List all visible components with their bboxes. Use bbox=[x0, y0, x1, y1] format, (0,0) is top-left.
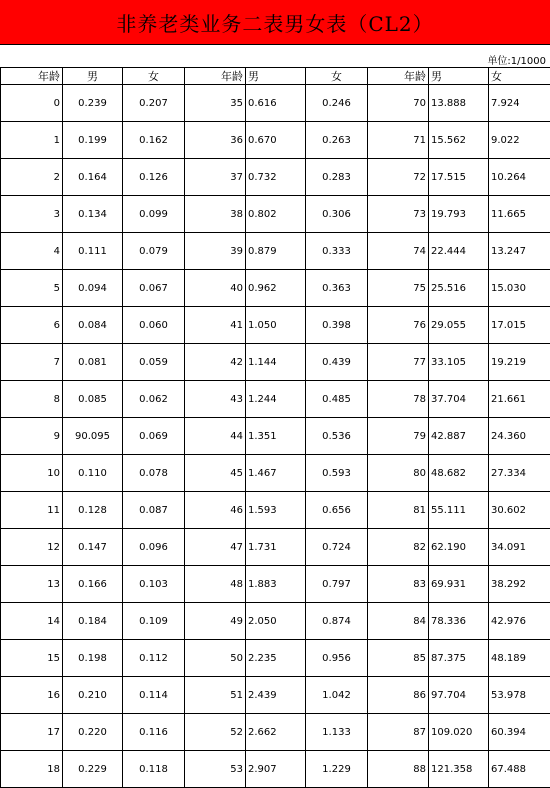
male-rate-cell: 0.147 bbox=[63, 529, 123, 566]
age-cell: 38 bbox=[185, 196, 246, 233]
table-row bbox=[1, 455, 550, 492]
female-rate-cell: 0.096 bbox=[123, 529, 185, 566]
table-row bbox=[1, 85, 550, 122]
male-rate-cell: 0.962 bbox=[246, 270, 306, 307]
male-rate-cell: 2.235 bbox=[246, 640, 306, 677]
age-cell: 81 bbox=[368, 492, 429, 529]
table-row bbox=[1, 529, 550, 566]
female-rate-cell: 17.015 bbox=[489, 307, 550, 344]
female-rate-cell: 48.189 bbox=[489, 640, 550, 677]
table-row bbox=[1, 159, 550, 196]
female-rate-cell: 0.874 bbox=[306, 603, 368, 640]
male-rate-cell: 0.199 bbox=[63, 122, 123, 159]
male-rate-cell: 109.020 bbox=[429, 714, 489, 751]
male-rate-cell: 78.336 bbox=[429, 603, 489, 640]
female-rate-cell: 0.283 bbox=[306, 159, 368, 196]
male-rate-cell: 90.095 bbox=[63, 418, 123, 455]
male-rate-cell: 0.239 bbox=[63, 85, 123, 122]
age-cell: 47 bbox=[185, 529, 246, 566]
female-rate-cell: 0.079 bbox=[123, 233, 185, 270]
age-cell: 37 bbox=[185, 159, 246, 196]
female-rate-cell: 0.060 bbox=[123, 307, 185, 344]
age-cell: 15 bbox=[1, 640, 63, 677]
age-cell: 76 bbox=[368, 307, 429, 344]
male-rate-cell: 19.793 bbox=[429, 196, 489, 233]
age-cell: 53 bbox=[185, 751, 246, 788]
female-rate-cell: 0.956 bbox=[306, 640, 368, 677]
age-cell: 4 bbox=[1, 233, 63, 270]
table-row bbox=[1, 603, 550, 640]
male-rate-cell: 1.050 bbox=[246, 307, 306, 344]
age-cell: 46 bbox=[185, 492, 246, 529]
male-rate-cell: 69.931 bbox=[429, 566, 489, 603]
male-rate-cell: 2.050 bbox=[246, 603, 306, 640]
male-rate-cell: 2.439 bbox=[246, 677, 306, 714]
female-rate-cell: 0.059 bbox=[123, 344, 185, 381]
female-rate-cell: 34.091 bbox=[489, 529, 550, 566]
age-cell: 5 bbox=[1, 270, 63, 307]
female-rate-cell: 0.306 bbox=[306, 196, 368, 233]
age-cell: 1 bbox=[1, 122, 63, 159]
header-age-1: 年龄 bbox=[1, 68, 63, 85]
age-cell: 45 bbox=[185, 455, 246, 492]
age-cell: 71 bbox=[368, 122, 429, 159]
female-rate-cell: 0.067 bbox=[123, 270, 185, 307]
header-male-3: 男 bbox=[429, 68, 489, 85]
male-rate-cell: 42.887 bbox=[429, 418, 489, 455]
male-rate-cell: 0.184 bbox=[63, 603, 123, 640]
male-rate-cell: 15.562 bbox=[429, 122, 489, 159]
age-cell: 9 bbox=[1, 418, 63, 455]
header-female-3: 女 bbox=[489, 68, 550, 85]
female-rate-cell: 11.665 bbox=[489, 196, 550, 233]
table-row bbox=[1, 344, 550, 381]
age-cell: 41 bbox=[185, 307, 246, 344]
header-male-2: 男 bbox=[246, 68, 306, 85]
male-rate-cell: 22.444 bbox=[429, 233, 489, 270]
male-rate-cell: 0.084 bbox=[63, 307, 123, 344]
age-cell: 80 bbox=[368, 455, 429, 492]
female-rate-cell: 10.264 bbox=[489, 159, 550, 196]
female-rate-cell: 1.133 bbox=[306, 714, 368, 751]
age-cell: 8 bbox=[1, 381, 63, 418]
age-cell: 3 bbox=[1, 196, 63, 233]
male-rate-cell: 1.144 bbox=[246, 344, 306, 381]
female-rate-cell: 1.042 bbox=[306, 677, 368, 714]
female-rate-cell: 0.112 bbox=[123, 640, 185, 677]
mortality-table bbox=[0, 67, 550, 788]
female-rate-cell: 0.363 bbox=[306, 270, 368, 307]
age-cell: 73 bbox=[368, 196, 429, 233]
age-cell: 74 bbox=[368, 233, 429, 270]
female-rate-cell: 0.485 bbox=[306, 381, 368, 418]
age-cell: 52 bbox=[185, 714, 246, 751]
header-age-3: 年龄 bbox=[368, 68, 429, 85]
age-cell: 86 bbox=[368, 677, 429, 714]
female-rate-cell: 9.022 bbox=[489, 122, 550, 159]
male-rate-cell: 25.516 bbox=[429, 270, 489, 307]
male-rate-cell: 1.883 bbox=[246, 566, 306, 603]
male-rate-cell: 0.229 bbox=[63, 751, 123, 788]
header-age-2: 年龄 bbox=[185, 68, 246, 85]
age-cell: 79 bbox=[368, 418, 429, 455]
table-row bbox=[1, 714, 550, 751]
age-cell: 50 bbox=[185, 640, 246, 677]
male-rate-cell: 48.682 bbox=[429, 455, 489, 492]
unit-label: 单位:1/1000 bbox=[487, 52, 546, 67]
age-cell: 0 bbox=[1, 85, 63, 122]
female-rate-cell: 0.207 bbox=[123, 85, 185, 122]
female-rate-cell: 21.661 bbox=[489, 381, 550, 418]
table-row bbox=[1, 566, 550, 603]
title-bar bbox=[0, 0, 550, 45]
male-rate-cell: 97.704 bbox=[429, 677, 489, 714]
female-rate-cell: 30.602 bbox=[489, 492, 550, 529]
male-rate-cell: 0.134 bbox=[63, 196, 123, 233]
page-title: 非养老类业务二表男女表（CL2） bbox=[116, 8, 433, 37]
age-cell: 7 bbox=[1, 344, 63, 381]
female-rate-cell: 7.924 bbox=[489, 85, 550, 122]
male-rate-cell: 0.670 bbox=[246, 122, 306, 159]
male-rate-cell: 0.164 bbox=[63, 159, 123, 196]
female-rate-cell: 19.219 bbox=[489, 344, 550, 381]
age-cell: 85 bbox=[368, 640, 429, 677]
female-rate-cell: 0.114 bbox=[123, 677, 185, 714]
table-row bbox=[1, 196, 550, 233]
male-rate-cell: 13.888 bbox=[429, 85, 489, 122]
male-rate-cell: 0.732 bbox=[246, 159, 306, 196]
male-rate-cell: 1.593 bbox=[246, 492, 306, 529]
male-rate-cell: 62.190 bbox=[429, 529, 489, 566]
female-rate-cell: 1.229 bbox=[306, 751, 368, 788]
table-row bbox=[1, 418, 550, 455]
male-rate-cell: 17.515 bbox=[429, 159, 489, 196]
male-rate-cell: 0.081 bbox=[63, 344, 123, 381]
header-female-2: 女 bbox=[306, 68, 368, 85]
female-rate-cell: 0.118 bbox=[123, 751, 185, 788]
age-cell: 35 bbox=[185, 85, 246, 122]
age-cell: 77 bbox=[368, 344, 429, 381]
age-cell: 18 bbox=[1, 751, 63, 788]
age-cell: 40 bbox=[185, 270, 246, 307]
female-rate-cell: 0.246 bbox=[306, 85, 368, 122]
male-rate-cell: 37.704 bbox=[429, 381, 489, 418]
age-cell: 14 bbox=[1, 603, 63, 640]
age-cell: 44 bbox=[185, 418, 246, 455]
table-row bbox=[1, 751, 550, 788]
female-rate-cell: 0.162 bbox=[123, 122, 185, 159]
age-cell: 48 bbox=[185, 566, 246, 603]
male-rate-cell: 55.111 bbox=[429, 492, 489, 529]
male-rate-cell: 0.128 bbox=[63, 492, 123, 529]
age-cell: 43 bbox=[185, 381, 246, 418]
male-rate-cell: 0.210 bbox=[63, 677, 123, 714]
male-rate-cell: 121.358 bbox=[429, 751, 489, 788]
female-rate-cell: 0.099 bbox=[123, 196, 185, 233]
male-rate-cell: 0.802 bbox=[246, 196, 306, 233]
age-cell: 2 bbox=[1, 159, 63, 196]
male-rate-cell: 33.105 bbox=[429, 344, 489, 381]
age-cell: 49 bbox=[185, 603, 246, 640]
male-rate-cell: 0.111 bbox=[63, 233, 123, 270]
table-row bbox=[1, 307, 550, 344]
male-rate-cell: 1.467 bbox=[246, 455, 306, 492]
female-rate-cell: 0.724 bbox=[306, 529, 368, 566]
male-rate-cell: 0.085 bbox=[63, 381, 123, 418]
female-rate-cell: 42.976 bbox=[489, 603, 550, 640]
table-row bbox=[1, 381, 550, 418]
male-rate-cell: 0.616 bbox=[246, 85, 306, 122]
female-rate-cell: 0.116 bbox=[123, 714, 185, 751]
female-rate-cell: 27.334 bbox=[489, 455, 550, 492]
age-cell: 87 bbox=[368, 714, 429, 751]
age-cell: 39 bbox=[185, 233, 246, 270]
female-rate-cell: 67.488 bbox=[489, 751, 550, 788]
age-cell: 16 bbox=[1, 677, 63, 714]
male-rate-cell: 87.375 bbox=[429, 640, 489, 677]
female-rate-cell: 53.978 bbox=[489, 677, 550, 714]
male-rate-cell: 0.879 bbox=[246, 233, 306, 270]
female-rate-cell: 0.263 bbox=[306, 122, 368, 159]
female-rate-cell: 0.103 bbox=[123, 566, 185, 603]
age-cell: 42 bbox=[185, 344, 246, 381]
female-rate-cell: 13.247 bbox=[489, 233, 550, 270]
male-rate-cell: 1.244 bbox=[246, 381, 306, 418]
header-female-1: 女 bbox=[123, 68, 185, 85]
age-cell: 10 bbox=[1, 455, 63, 492]
male-rate-cell: 29.055 bbox=[429, 307, 489, 344]
age-cell: 83 bbox=[368, 566, 429, 603]
male-rate-cell: 0.110 bbox=[63, 455, 123, 492]
male-rate-cell: 0.094 bbox=[63, 270, 123, 307]
age-cell: 84 bbox=[368, 603, 429, 640]
female-rate-cell: 0.109 bbox=[123, 603, 185, 640]
male-rate-cell: 0.198 bbox=[63, 640, 123, 677]
age-cell: 72 bbox=[368, 159, 429, 196]
table-row bbox=[1, 492, 550, 529]
table-row bbox=[1, 122, 550, 159]
age-cell: 17 bbox=[1, 714, 63, 751]
header-row bbox=[1, 68, 550, 85]
male-rate-cell: 0.220 bbox=[63, 714, 123, 751]
female-rate-cell: 0.439 bbox=[306, 344, 368, 381]
age-cell: 12 bbox=[1, 529, 63, 566]
female-rate-cell: 24.360 bbox=[489, 418, 550, 455]
table-row bbox=[1, 270, 550, 307]
age-cell: 78 bbox=[368, 381, 429, 418]
table-row bbox=[1, 640, 550, 677]
female-rate-cell: 0.062 bbox=[123, 381, 185, 418]
age-cell: 13 bbox=[1, 566, 63, 603]
female-rate-cell: 0.593 bbox=[306, 455, 368, 492]
female-rate-cell: 0.069 bbox=[123, 418, 185, 455]
table-row bbox=[1, 677, 550, 714]
male-rate-cell: 1.731 bbox=[246, 529, 306, 566]
female-rate-cell: 0.536 bbox=[306, 418, 368, 455]
female-rate-cell: 0.797 bbox=[306, 566, 368, 603]
age-cell: 6 bbox=[1, 307, 63, 344]
age-cell: 82 bbox=[368, 529, 429, 566]
unit-row bbox=[0, 45, 550, 67]
age-cell: 88 bbox=[368, 751, 429, 788]
female-rate-cell: 0.333 bbox=[306, 233, 368, 270]
header-male-1: 男 bbox=[63, 68, 123, 85]
female-rate-cell: 0.078 bbox=[123, 455, 185, 492]
female-rate-cell: 38.292 bbox=[489, 566, 550, 603]
male-rate-cell: 1.351 bbox=[246, 418, 306, 455]
age-cell: 11 bbox=[1, 492, 63, 529]
female-rate-cell: 15.030 bbox=[489, 270, 550, 307]
age-cell: 36 bbox=[185, 122, 246, 159]
age-cell: 75 bbox=[368, 270, 429, 307]
age-cell: 70 bbox=[368, 85, 429, 122]
female-rate-cell: 0.087 bbox=[123, 492, 185, 529]
male-rate-cell: 2.662 bbox=[246, 714, 306, 751]
male-rate-cell: 0.166 bbox=[63, 566, 123, 603]
table-row bbox=[1, 233, 550, 270]
age-cell: 51 bbox=[185, 677, 246, 714]
table-body bbox=[1, 85, 550, 788]
female-rate-cell: 0.656 bbox=[306, 492, 368, 529]
female-rate-cell: 0.398 bbox=[306, 307, 368, 344]
female-rate-cell: 0.126 bbox=[123, 159, 185, 196]
female-rate-cell: 60.394 bbox=[489, 714, 550, 751]
male-rate-cell: 2.907 bbox=[246, 751, 306, 788]
